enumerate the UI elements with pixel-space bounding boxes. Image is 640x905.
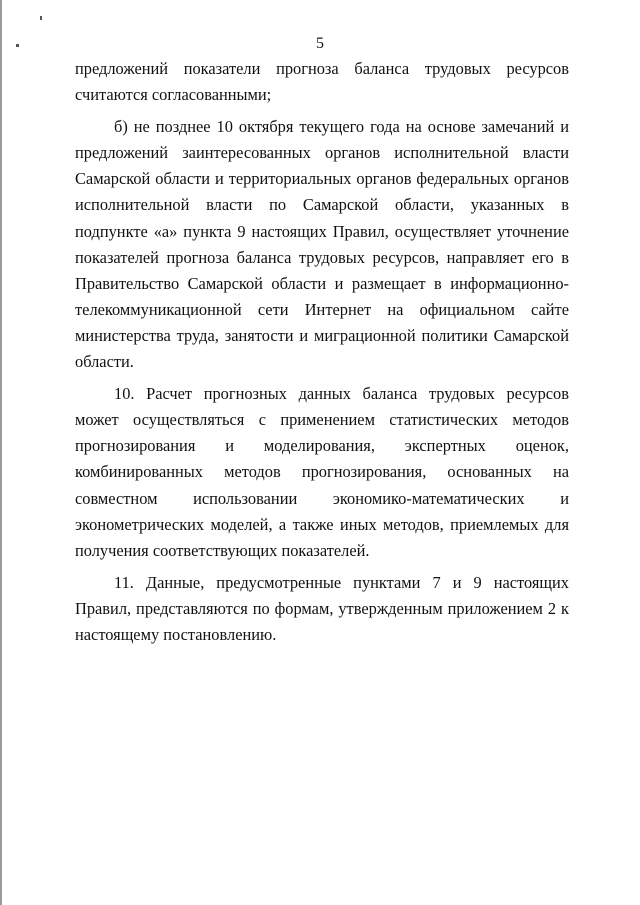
paragraph-continuation: предложений показатели прогноза баланса трудовых ресурсов считаются согласованными; [75,59,569,105]
page-number: 5 [316,35,324,52]
paragraph-point-11: 11. Данные, предусмотренные пунктами 7 и 9 настоящих Правил, представляются по формам, утвержденным приложением 2 к настоящему постановлению. [75,572,569,644]
scan-speck [40,16,42,20]
paragraph-subpoint-b: б) не позднее 10 октября текущего года на основе замечаний и предложений заинтересованных органов исполнительной власти Самарской области и территориальных органов федеральных органов исполнительной власти по Самарской области, указанных в подпункте «а» пункта 9 настоящих Правил, осуществляет уточнение показателей прогноза баланса трудовых ресурсов, направляет его в Правительство Самарской области и размещает в информационно-телекоммуникационной сети Интернет на официальном сайте министерства труда, занятости и миграционной политики Самарской области. [75,117,569,372]
document-body [75,56,569,648]
scan-border-line [0,0,2,905]
paragraph-point-10: 10. Расчет прогнозных данных баланса трудовых ресурсов может осуществляться с применением статистических методов прогнозирования и моделирования, экспертных оценок, комбинированных методов прогнозирования, основанных на совместном использовании экономико-математических и эконометрических моделей, а также иных методов, приемлемых для получения соответствующих показателей. [75,384,569,560]
